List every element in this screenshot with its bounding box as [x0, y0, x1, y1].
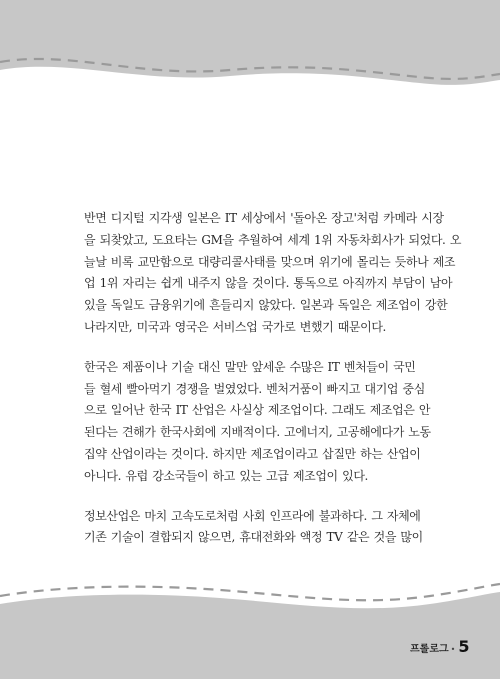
- top-decorative-band: [0, 0, 500, 92]
- text-line: 집약 산업이라는 것이다. 하지만 제조업이라고 삽질만 하는 산업이: [84, 446, 421, 461]
- text-line: 을 되찾았고, 도요타는 GM을 추월하여 세계 1위 자동차회사가 되었다. 오: [84, 232, 462, 247]
- text-line: 있을 독일도 금융위기에 흔들리지 않았다. 일본과 독일은 제조업이 강한: [84, 298, 448, 313]
- bottom-decorative-band: [0, 574, 500, 679]
- section-label: 프롤로그: [410, 644, 449, 655]
- body-text: [64, 208, 462, 549]
- paragraph-3: [64, 506, 440, 550]
- separator-dot: •: [450, 645, 456, 654]
- text-line: 나라지만, 미국과 영국은 서비스업 국가로 변했기 때문이다.: [84, 319, 386, 334]
- text-line: 늘날 비록 교만함으로 대량리콜사태를 맞으며 위기에 몰리는 듯하나 제조: [84, 254, 456, 269]
- page-footer: [410, 637, 470, 656]
- paragraph-2: [64, 357, 440, 488]
- text-line: 업 1위 자리는 쉽게 내주지 않을 것이다. 통독으로 아직까지 부담이 남아: [84, 276, 453, 291]
- text-line: 들 혈세 빨아먹기 경쟁을 벌였었다. 벤처거품이 빠지고 대기업 중심: [84, 381, 425, 396]
- text-line: 아니다. 유럽 강소국들이 하고 있는 고급 제조업이 있다.: [84, 468, 368, 483]
- text-line: 정보산업은 마치 고속도로처럼 사회 인프라에 불과하다. 그 자체에: [84, 508, 421, 523]
- text-line: 기존 기술이 결합되지 않으면, 휴대전화와 액정 TV 같은 것을 많이: [84, 530, 423, 545]
- text-line: 된다는 견해가 한국사회에 지배적이다. 고에너지, 고공해에다가 노동: [84, 425, 431, 440]
- page-number: 5: [458, 637, 470, 656]
- text-line: 반면 디지털 지각생 일본은 IT 세상에서 '돌아온 장고'처럼 카메라 시장: [84, 211, 444, 225]
- text-line: 으로 일어난 한국 IT 산업은 사실상 제조업이다. 그래도 제조업은 안: [84, 403, 431, 418]
- text-line: 한국은 제품이나 기술 대신 말만 앞세운 수많은 IT 벤처들이 국민: [84, 359, 416, 374]
- paragraph-1: [64, 208, 462, 339]
